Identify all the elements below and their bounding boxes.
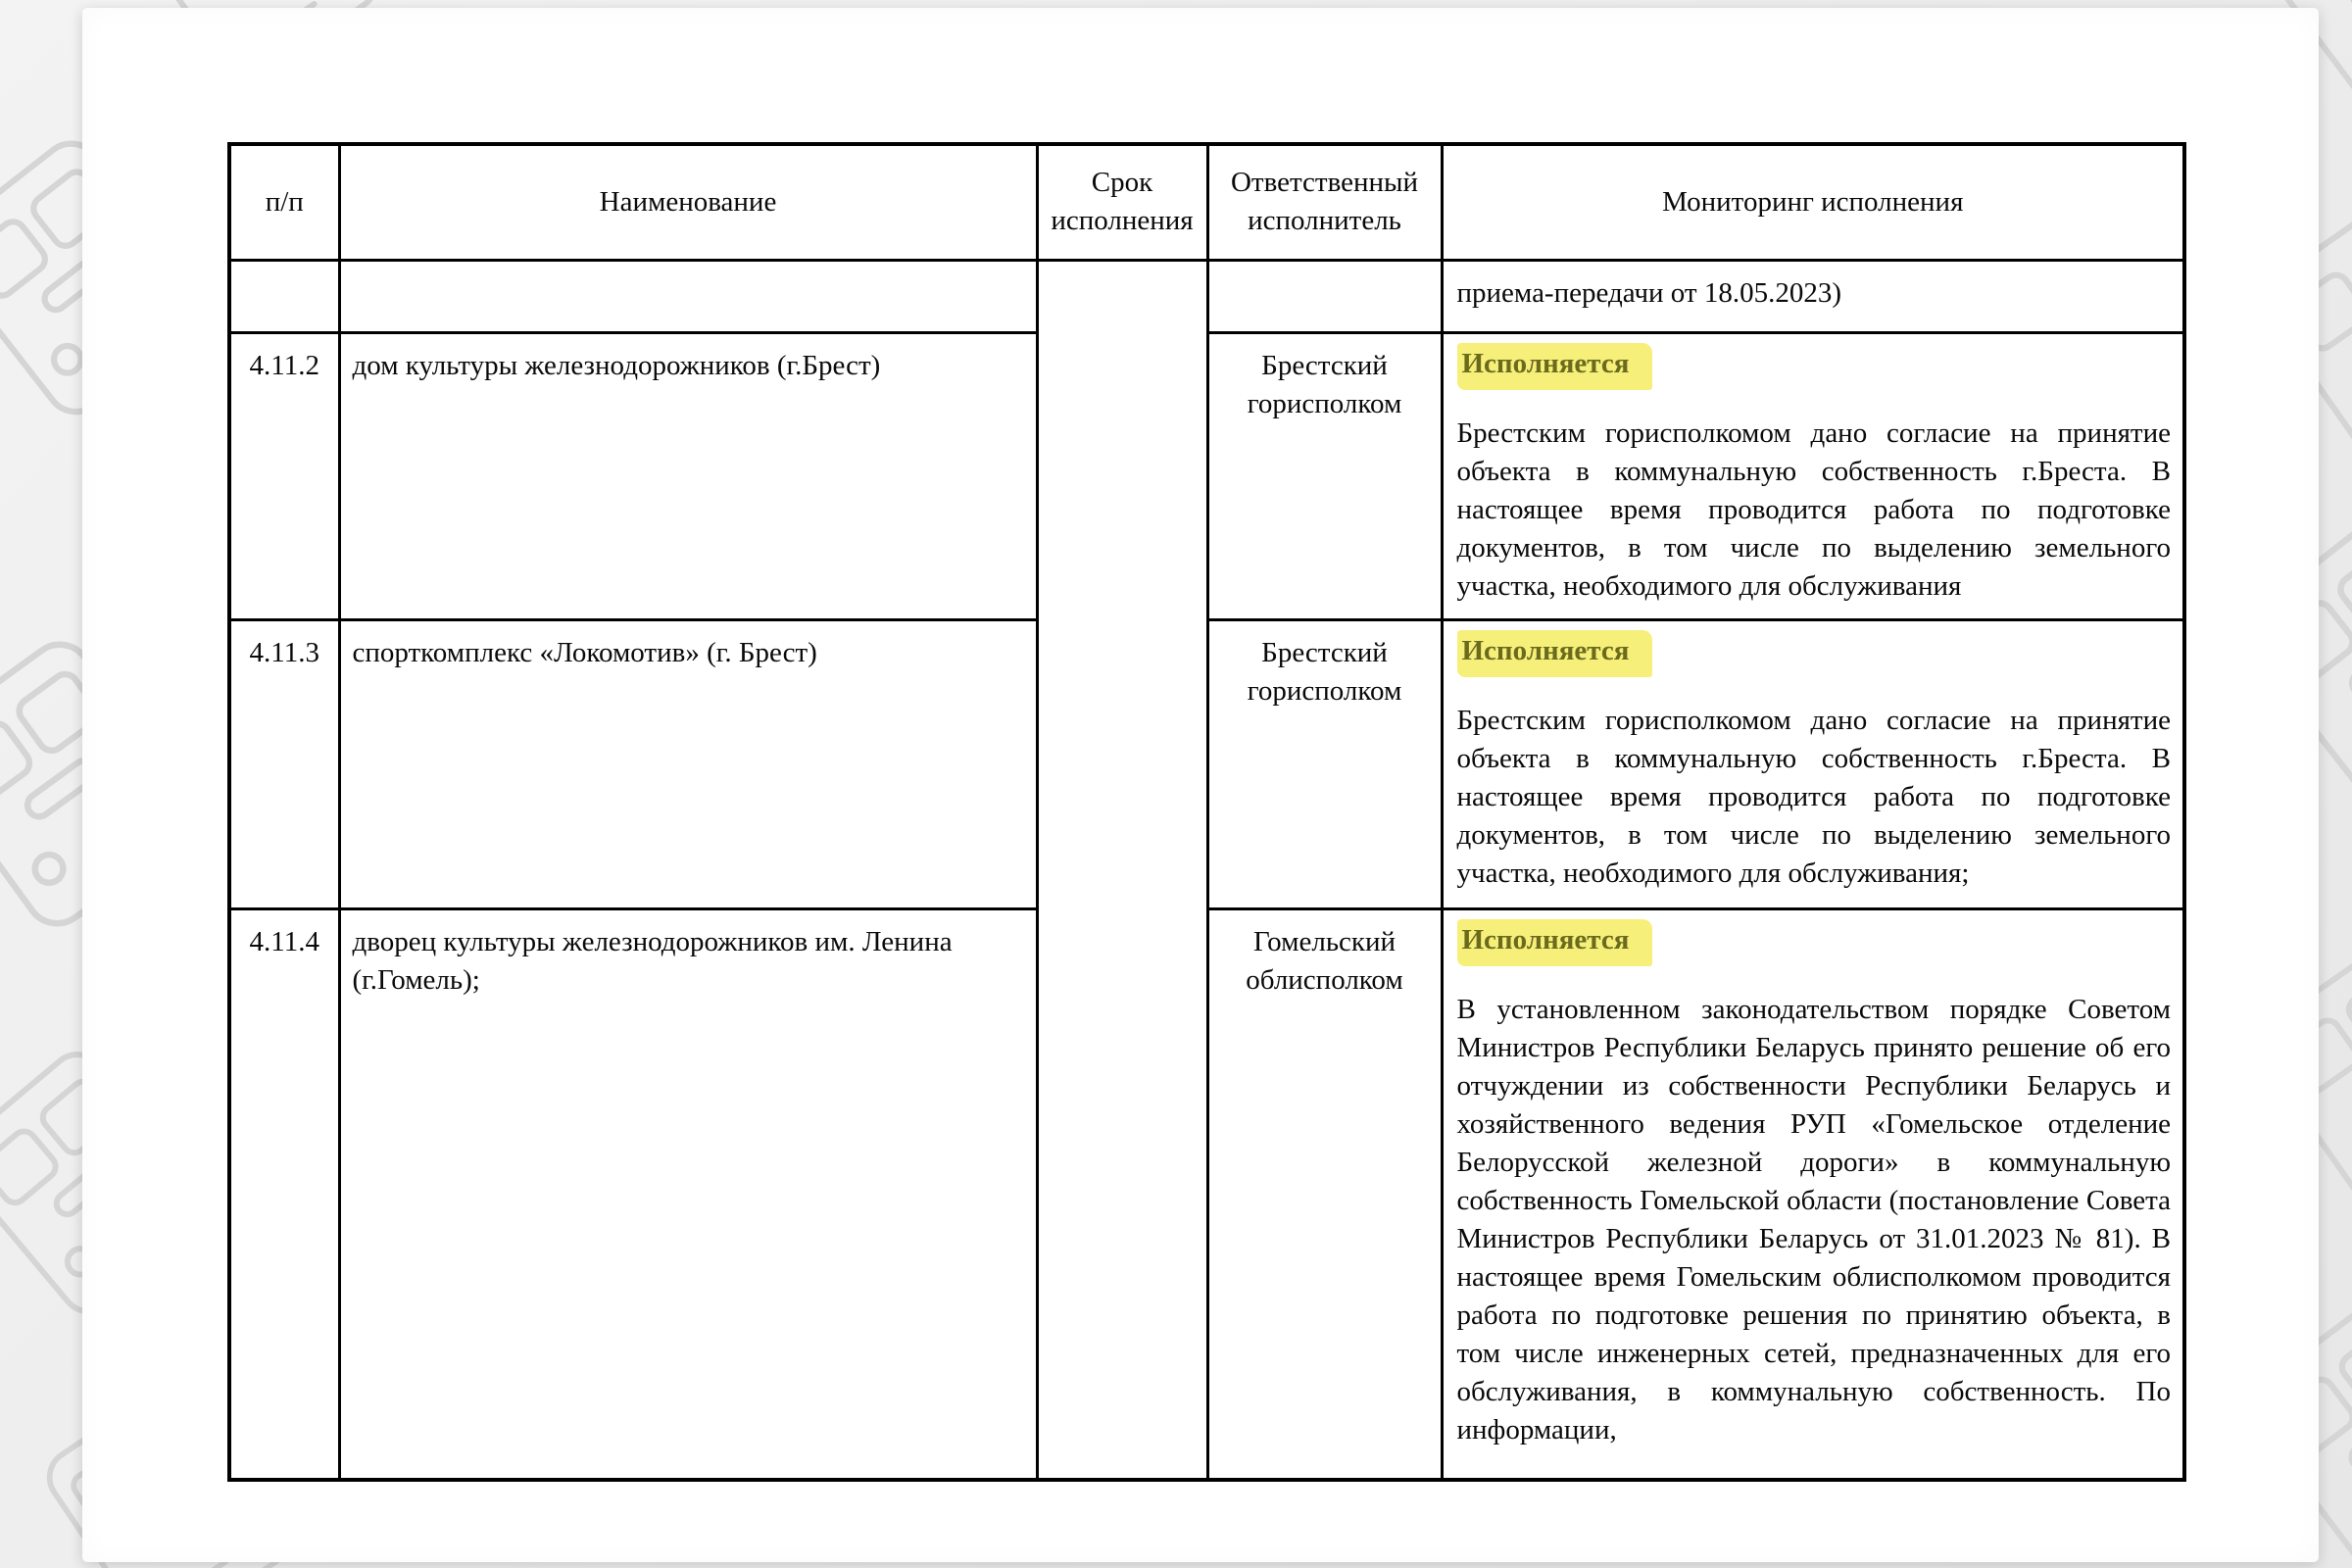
row-name: дворец культуры железнодорожников им. Ленина (г.Гомель); <box>339 908 1037 1480</box>
header-monitoring: Мониторинг исполнения <box>1442 144 2184 260</box>
status-badge: Исполняется <box>1457 919 1653 966</box>
monitoring-text: Брестским горисполкомом дано согласие на принятие объекта в коммунальную собственность г.Бреста. В настоящее время проводится работа по подготовке документов, в том числе по выделению земельного участка, необходимого для обслуживания; <box>1456 704 2171 889</box>
row-monitoring <box>1442 260 2184 332</box>
monitoring-text: приема-передачи от 18.05.2023) <box>1456 276 1841 309</box>
row-monitoring <box>1442 332 2184 619</box>
row-monitoring <box>1442 908 2184 1480</box>
row-responsible <box>1207 260 1442 332</box>
row-num: 4.11.2 <box>229 332 339 619</box>
status-line <box>1457 343 2172 390</box>
row-num: 4.11.4 <box>229 908 339 1480</box>
row-monitoring <box>1442 619 2184 908</box>
row-responsible: Брестский горисполком <box>1207 619 1442 908</box>
status-line <box>1457 919 2172 966</box>
header-responsible: Ответственный исполнитель <box>1207 144 1442 260</box>
document-page <box>82 8 2319 1562</box>
row-name <box>339 260 1037 332</box>
row-responsible: Брестский горисполком <box>1207 332 1442 619</box>
header-name: Наименование <box>339 144 1037 260</box>
row-name: дом культуры железнодорожников (г.Брест) <box>339 332 1037 619</box>
monitoring-table <box>227 142 2186 1482</box>
row-num <box>229 260 339 332</box>
row-name: спорткомплекс «Локомотив» (г. Брест) <box>339 619 1037 908</box>
row-num: 4.11.3 <box>229 619 339 908</box>
table-row-4-11-2 <box>229 332 2184 619</box>
table-row-4-11-3 <box>229 619 2184 908</box>
row-responsible: Гомельский облисполком <box>1207 908 1442 1480</box>
table-row-4-11-4 <box>229 908 2184 1480</box>
table-header-row <box>229 144 2184 260</box>
status-line <box>1457 630 2172 677</box>
status-badge: Исполняется <box>1457 343 1653 390</box>
header-num: п/п <box>229 144 339 260</box>
header-term: Срок исполнения <box>1037 144 1207 260</box>
monitoring-text: Брестским горисполкомом дано согласие на принятие объекта в коммунальную собственность г.Бреста. В настоящее время проводится работа по подготовке документов, в том числе по выделению земельного участка, необходимого для обслуживания <box>1456 416 2171 602</box>
monitoring-text: В установленном законодательством порядке Советом Министров Республики Беларусь принято решение об его отчуждении из собственности Республики Беларусь и хозяйственного ведения РУП «Гомельское отделение Белорусской железной дороги» в коммунальную собственность Гомельской области (постановление Совета Министров Республики Беларусь от 31.01.2023 № 81). В настоящее время Гомельским облисполкомом проводится работа по подготовке решения по принятию объекта, в том числе инженерных сетей, предназначенных для его обслуживания, в коммунальную собственность. По информации, <box>1456 993 2171 1446</box>
term-cell-merged <box>1037 260 1207 1480</box>
status-badge: Исполняется <box>1457 630 1653 677</box>
table-row-continuation <box>229 260 2184 332</box>
